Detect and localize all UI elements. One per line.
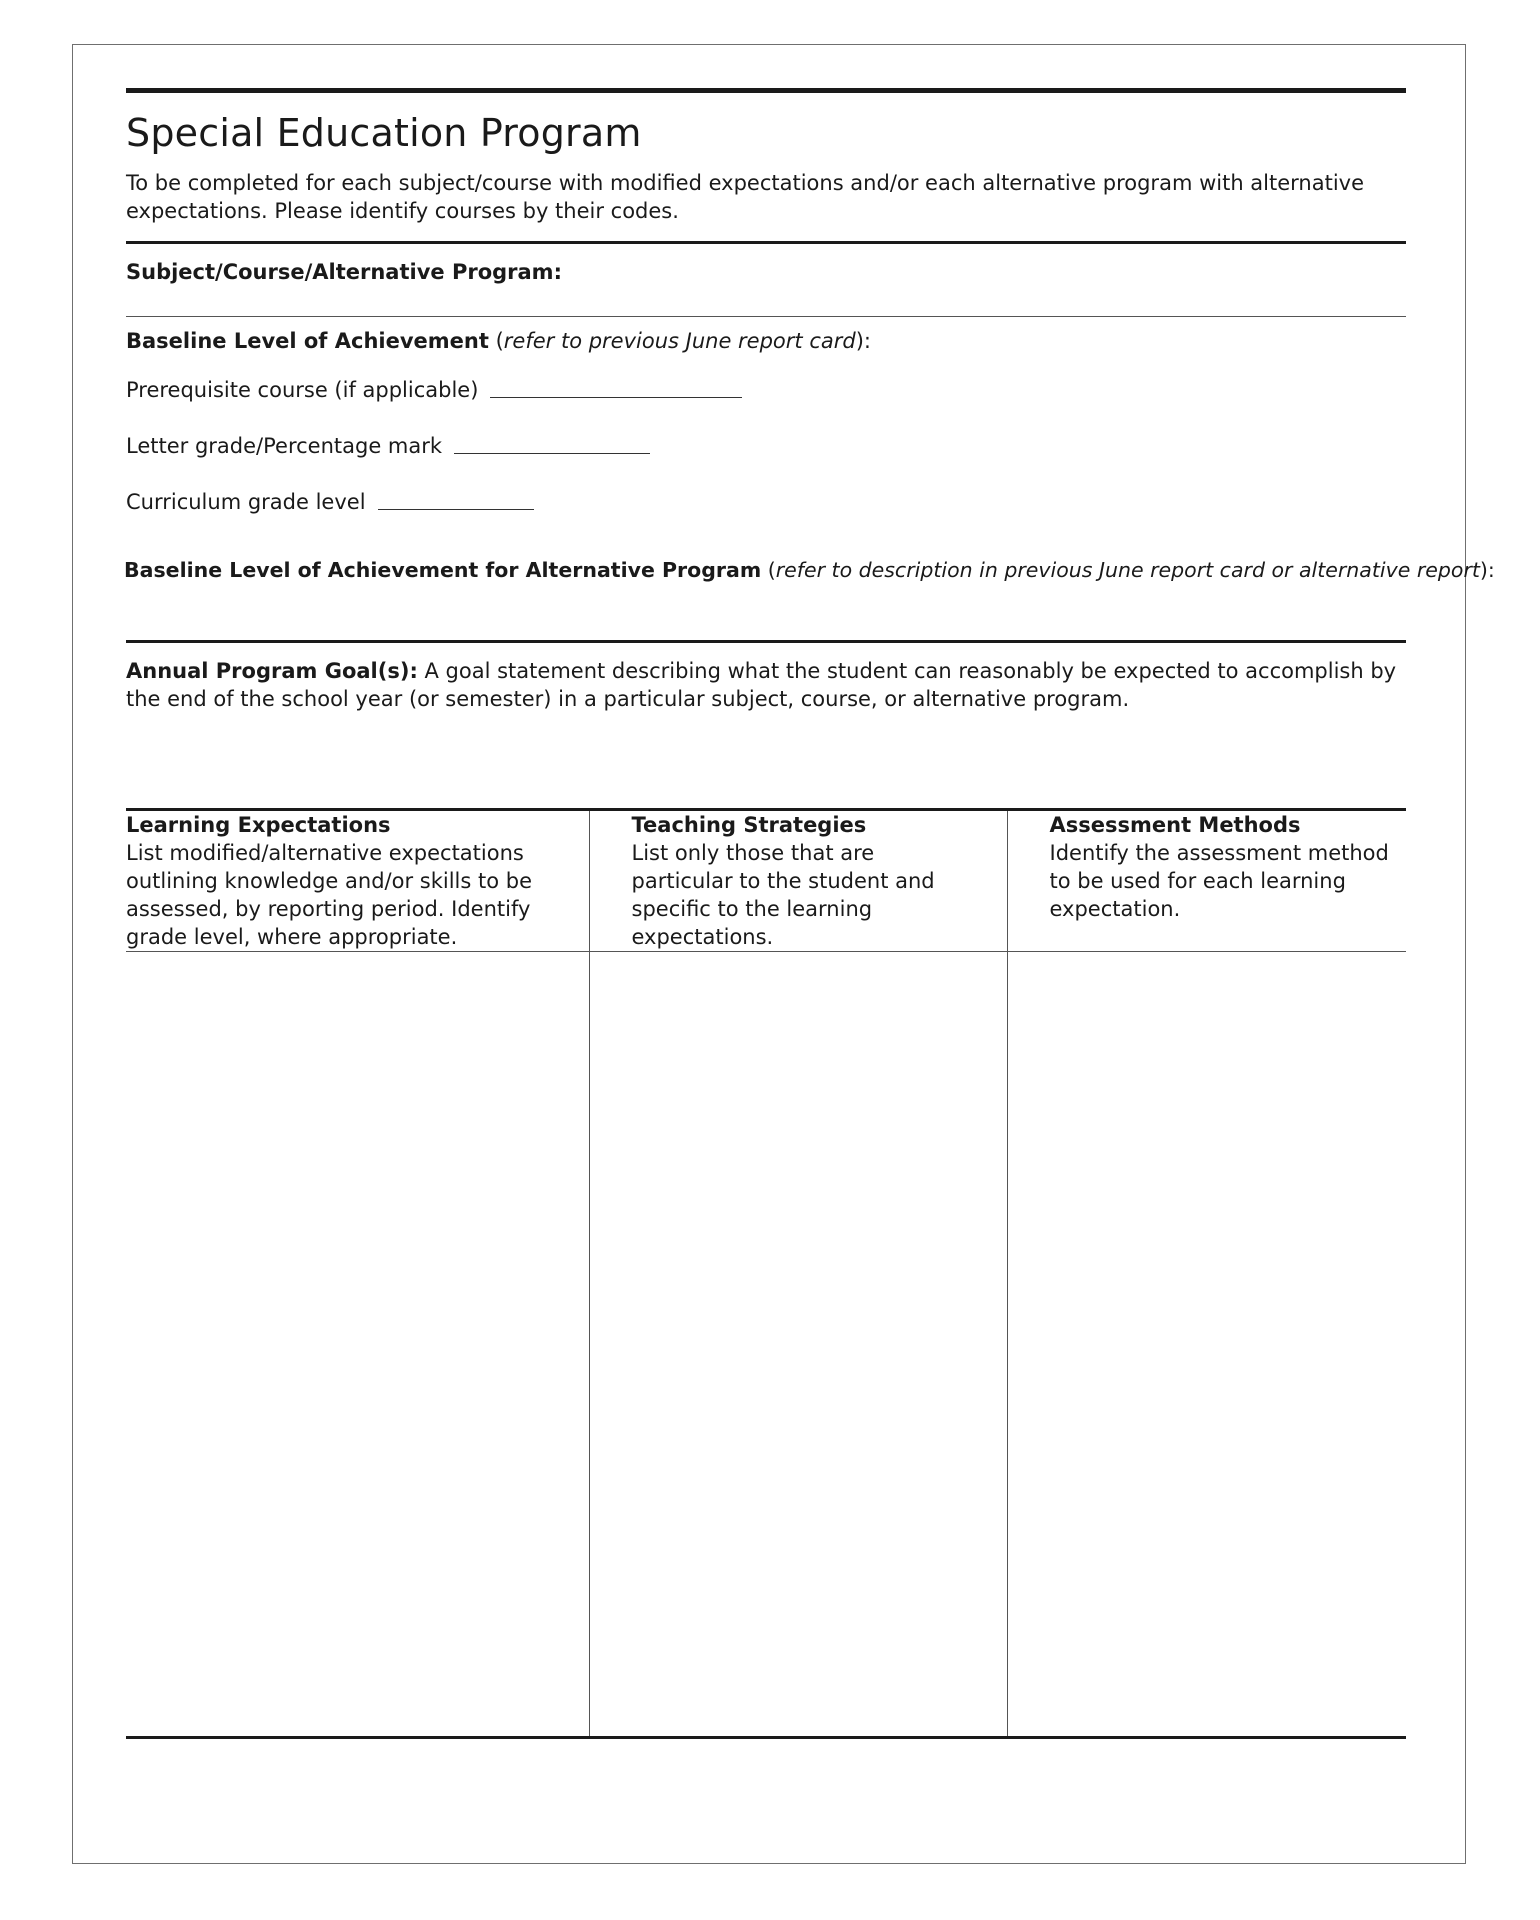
letter-grade-row [126, 432, 1406, 460]
learning-expectations-cell[interactable] [126, 951, 589, 1736]
baseline-note-close: ): [855, 328, 871, 353]
form-title: Special Education Program [126, 111, 642, 155]
letter-grade-blank[interactable] [454, 435, 650, 454]
form-content [124, 88, 1495, 1739]
annual-goal-text: A goal statement describing what the student can reasonably be expected to accomplish by the end of the school year (or semester) in a particular subject, course, or alternative program. [126, 658, 1397, 711]
curriculum-blank[interactable] [378, 491, 534, 510]
baseline-note-open: ( [488, 328, 504, 353]
baseline-alt-label-row [124, 556, 1495, 584]
baseline-alt-note-close: ): [1479, 557, 1495, 582]
column-description: List only those that are particular to the student and specific to the learning expectations. [631, 840, 935, 949]
table-body-row [126, 951, 1406, 1736]
prerequisite-row [126, 376, 1406, 404]
baseline-label: Baseline Level of Achievement [126, 328, 489, 353]
top-rule [126, 88, 1406, 93]
subject-input-area[interactable] [126, 286, 1406, 316]
teaching-strategies-cell[interactable] [589, 951, 1007, 1736]
annual-goal-block [126, 657, 1406, 713]
column-description: Identify the assessment method to be used for each learning expectation. [1049, 840, 1389, 921]
column-heading: Assessment Methods [1049, 812, 1301, 837]
baseline-alt-note-open: ( [761, 557, 776, 582]
column-teaching-strategies [589, 811, 1007, 952]
expectations-table [126, 811, 1406, 1736]
annual-goal-label: Annual Program Goal(s): [126, 658, 418, 683]
prerequisite-blank[interactable] [490, 379, 742, 398]
subject-label: Subject/Course/Alternative Program: [126, 259, 562, 284]
curriculum-label: Curriculum grade level [126, 489, 366, 514]
curriculum-row [126, 488, 1406, 516]
table-header-row [126, 811, 1406, 952]
form-intro: To be completed for each subject/course with modified expectations and/or each alternative program with alternative expectations. Please identify courses by their codes. [126, 170, 1365, 223]
prerequisite-label: Prerequisite course (if applicable) [126, 377, 479, 402]
column-heading: Teaching Strategies [631, 812, 867, 837]
baseline-alt-label: Baseline Level of Achievement for Alternative Program [124, 557, 762, 582]
baseline-note: refer to previous June report card [503, 328, 856, 353]
annual-goal-input-area[interactable] [126, 713, 1406, 808]
column-learning-expectations [126, 811, 589, 952]
assessment-methods-cell[interactable] [1007, 951, 1406, 1736]
table-bottom-rule [126, 1736, 1406, 1739]
baseline-alt-note: refer to description in previous June report card or alternative report [775, 557, 1480, 582]
baseline-label-row [126, 327, 1406, 355]
column-heading: Learning Expectations [126, 812, 391, 837]
column-assessment-methods [1007, 811, 1406, 952]
letter-grade-label: Letter grade/Percentage mark [126, 433, 443, 458]
column-description: List modified/alternative expectations outlining knowledge and/or skills to be assessed, by reporting period. Identify grade level, where appropriate. [126, 840, 532, 949]
baseline-alt-input-area[interactable] [126, 584, 1406, 640]
